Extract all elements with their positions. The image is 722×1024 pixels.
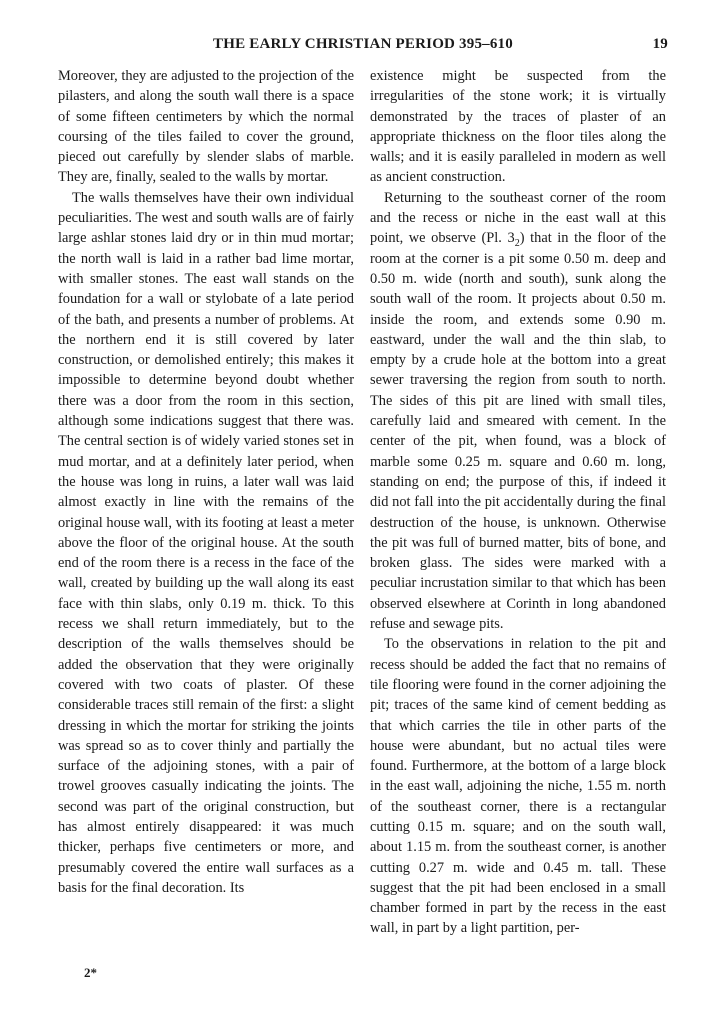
plate-subscript: 2 — [514, 238, 520, 250]
running-head — [58, 36, 668, 56]
running-title: THE EARLY CHRISTIAN PERIOD 395–610 — [213, 36, 513, 52]
paragraph-pit-observations: To the observations in relation to the pit and recess should be added the fact that no remains of tile flooring were found in the corner adjoining the pit; traces of the same kind of cement bedding as that which carries the tile in other parts of the house were abundant, but no actual tiles were found. Furthermore, at the bottom of a large block in the east wall, adjoining the niche, 1.55 m. north of the southeast corner, there is a rectangular cutting 0.15 m. square; and on the south wall, about 1.15 m. from the southeast corner, is another cutting 0.27 m. wide and 0.45 m. tall. These suggest that the pit had been enclosed in a small chamber formed in part by the recess in the east wall, in part by a light partition, per- — [370, 636, 666, 937]
paragraph-southeast-corner — [370, 188, 666, 635]
signature-mark: 2* — [84, 965, 97, 980]
paragraph-text-start: Returning to the southeast corner of the room and the recess or niche in the east wall at this point, we observe (Pl. 3 — [370, 189, 666, 247]
right-column — [370, 66, 666, 939]
paragraph-text-end: ) that in the floor of the room at the corner is a pit some 0.50 m. deep and 0.50 m. wide (north and south), sunk along the south wall of the room. It projects about 0.50 m. inside the room, and extends some 0.90 m. eastward, under the wall and the thin slab, to empty by a crude hole at the bottom into a great sewer traversing the region from south to north. The sides of this pit are lined with small tiles, carefully laid and smeared with cement. In the center of the pit, when found, was a block of marble some 0.25 m. square and 0.60 m. long, standing on end; the purpose of this, if indeed it did not fall into the pit accidentally during the final destruction of the house, is unknown. Otherwise the pit was full of burned matter, bits of bone, and broken glass. The sides were marked with a peculiar incrustation similar to that which has been observed elsewhere at Corinth in long abandoned refuse and sewage pits. — [370, 230, 666, 633]
page-number: 19 — [652, 36, 668, 52]
left-column — [58, 66, 354, 898]
paragraph-walls: The walls themselves have their own individual peculiarities. The west and south walls are of fairly large ashlar stones laid dry or in thin mud mortar; the north wall is laid in a rather bad lime mortar, with smaller stones. The east wall stands on the foundation for a wall or stylobate of a late period of the bath, and presents a number of problems. At the northern end it is still covered by later construction, or demolished entirely; this makes it impossible to determine beyond doubt whether there was a door from the room in this section, although some indications suggest that there was. The central section is of widely varied stones set in mud mortar, and at a definitely later period, when the house was long in ruins, a later wall was laid almost exactly in line with the remains of the original house wall, with its footing at least a meter above the floor of the original house. At the south end of the room there is a recess in the face of the wall, created by building up the wall along its east face with thin slabs, only 0.19 m. thick. To this recess we shall return immediately, but to the description of the walls themselves should be added the observation that they were originally covered with two coats of plaster. Of these considerable traces still remain of the first: a slight dressing in which the mortar for striking the joints was spread so as to cover thinly and partially the surface of the adjoining stones, with a pair of trowel grooves casually indicating the joints. The second was part of the original construction, but has almost entirely disappeared: it was much thicker, perhaps five centimeters or more, and presumably covered the entire wall surfaces as a basis for the final decoration. Its — [58, 189, 354, 896]
paragraph-continued-existence: existence might be suspected from the irregularities of the stone work; it is virtually demonstrated by the traces of plaster of an appropriate thickness on the floor tiles along the walls; and it is easily paralleled in modern as well as ancient construction. — [370, 68, 666, 186]
paragraph-continued: Moreover, they are adjusted to the projection of the pilasters, and along the south wall there is a space of some fifteen centimeters by which the normal coursing of the tiles failed to cover the ground, pieced out carefully by slender slabs of marble. They are, finally, sealed to the walls by mortar. — [58, 68, 354, 186]
